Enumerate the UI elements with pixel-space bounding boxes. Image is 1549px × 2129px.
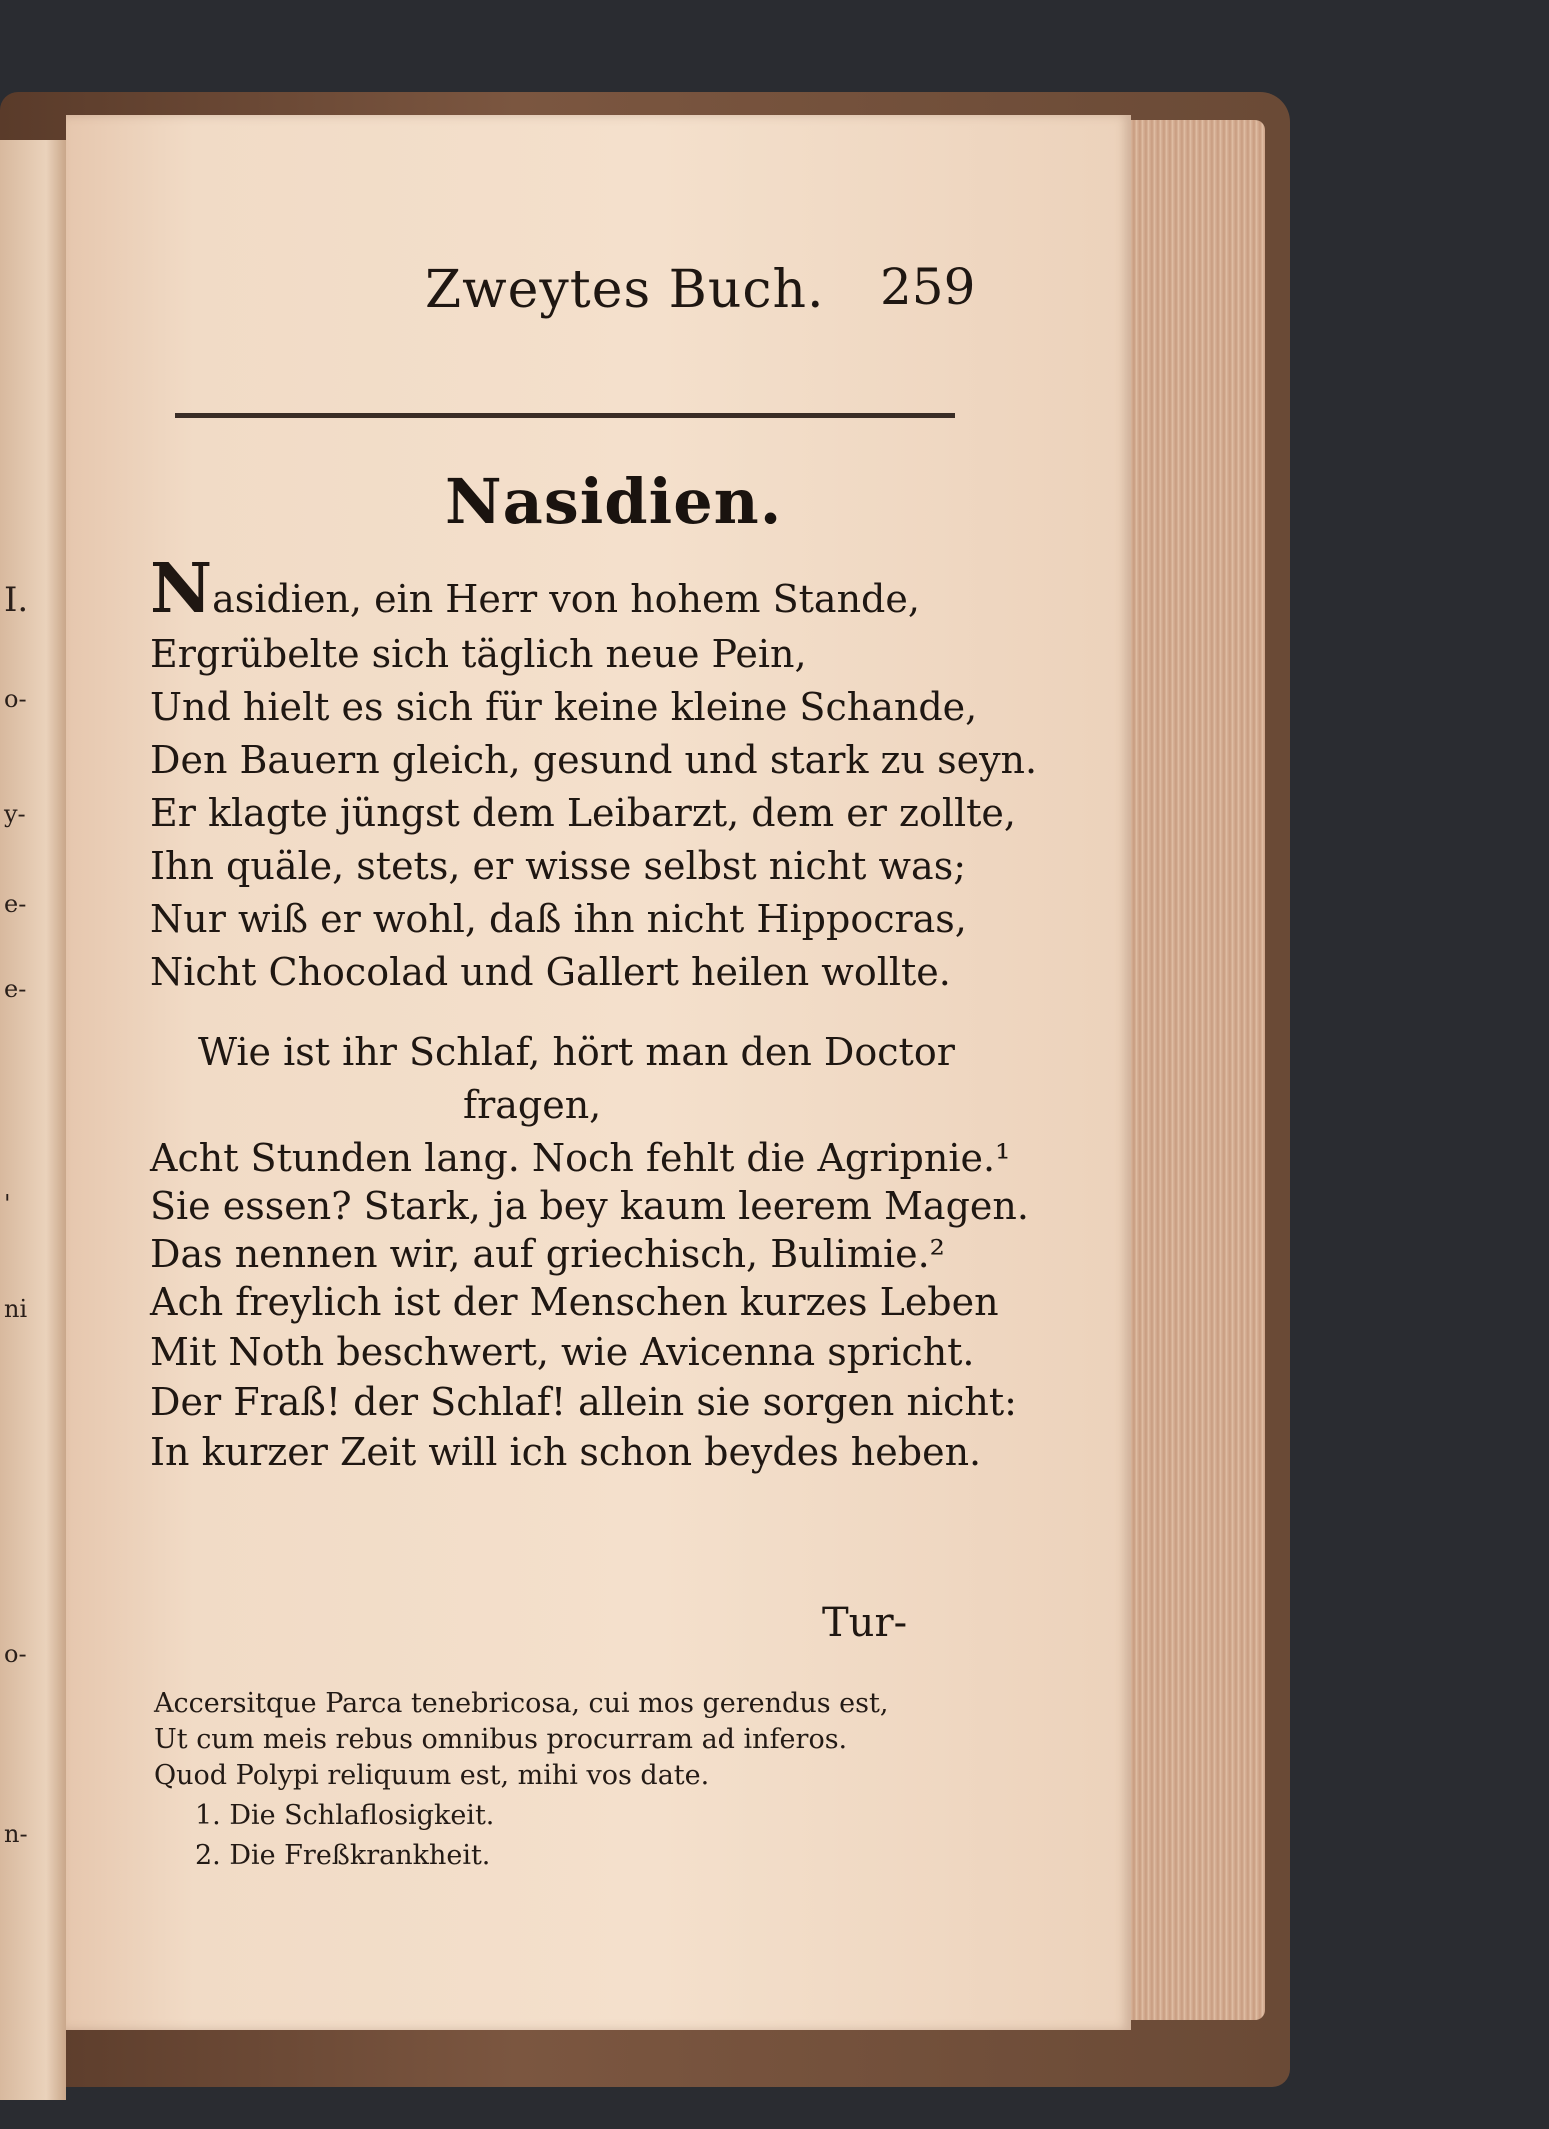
margin-char: y- (4, 800, 26, 828)
margin-char: ' (4, 1190, 11, 1218)
footnote-note: 1. Die Schlaflosigkeit. (195, 1800, 495, 1831)
verse-line (150, 549, 920, 629)
verse-line: Wie ist ihr Schlaf, hört man den Doctor (198, 1030, 955, 1074)
page-edges (1125, 120, 1265, 2020)
verse-line: Ihn quäle, stets, er wisse selbst nicht was; (150, 844, 966, 888)
verse-line-rest: asidien, ein Herr von hohem Stande, (212, 577, 920, 621)
catchword: Tur- (822, 1600, 908, 1646)
margin-char: ni (4, 1295, 28, 1323)
verse-line: Er klagte jüngst dem Leibarzt, dem er zollte, (150, 791, 1016, 835)
verse-line: Der Fraß! der Schlaf! allein sie sorgen nicht: (150, 1380, 1017, 1424)
running-header: Zweytes Buch. (425, 260, 825, 320)
margin-char: o- (4, 1640, 27, 1668)
drop-cap: N (150, 549, 213, 629)
verse-line: Den Bauern gleich, gesund und stark zu seyn. (150, 738, 1038, 782)
margin-char: e- (4, 975, 27, 1003)
verse-line: Ach freylich ist der Menschen kurzes Leben (150, 1280, 999, 1324)
margin-char: n- (4, 1820, 28, 1848)
header-rule (175, 413, 955, 418)
verse-line: Acht Stunden lang. Noch fehlt die Agripnie.¹ (150, 1136, 1011, 1180)
verse-line: Sie essen? Stark, ja bey kaum leerem Magen. (150, 1184, 1029, 1228)
poem-title: Nasidien. (445, 465, 783, 538)
verse-line: Und hielt es sich für keine kleine Schande, (150, 685, 978, 729)
left-page-edge (0, 140, 66, 2100)
margin-char: I. (4, 580, 29, 620)
verse-line: Nur wiß er wohl, daß ihn nicht Hippocras, (150, 897, 967, 941)
verse-line: Das nennen wir, auf griechisch, Bulimie.² (150, 1232, 945, 1276)
verse-line: Mit Noth beschwert, wie Avicenna spricht. (150, 1330, 975, 1374)
footnote-latin-line: Quod Polypi reliquum est, mihi vos date. (154, 1760, 710, 1791)
verse-line: In kurzer Zeit will ich schon beydes heben. (150, 1430, 982, 1474)
margin-char: e- (4, 890, 27, 918)
margin-char: o- (4, 685, 27, 713)
footnote-latin-line: Ut cum meis rebus omnibus procurram ad inferos. (154, 1724, 848, 1755)
footnote-note: 2. Die Freßkrankheit. (195, 1840, 491, 1871)
verse-line: Ergrübelte sich täglich neue Pein, (150, 632, 807, 676)
page-number: 259 (880, 258, 976, 316)
verse-line: fragen, (463, 1083, 602, 1127)
verse-line: Nicht Chocolad und Gallert heilen wollte. (150, 950, 951, 994)
footnote-latin-line: Accersitque Parca tenebricosa, cui mos gerendus est, (154, 1688, 889, 1719)
